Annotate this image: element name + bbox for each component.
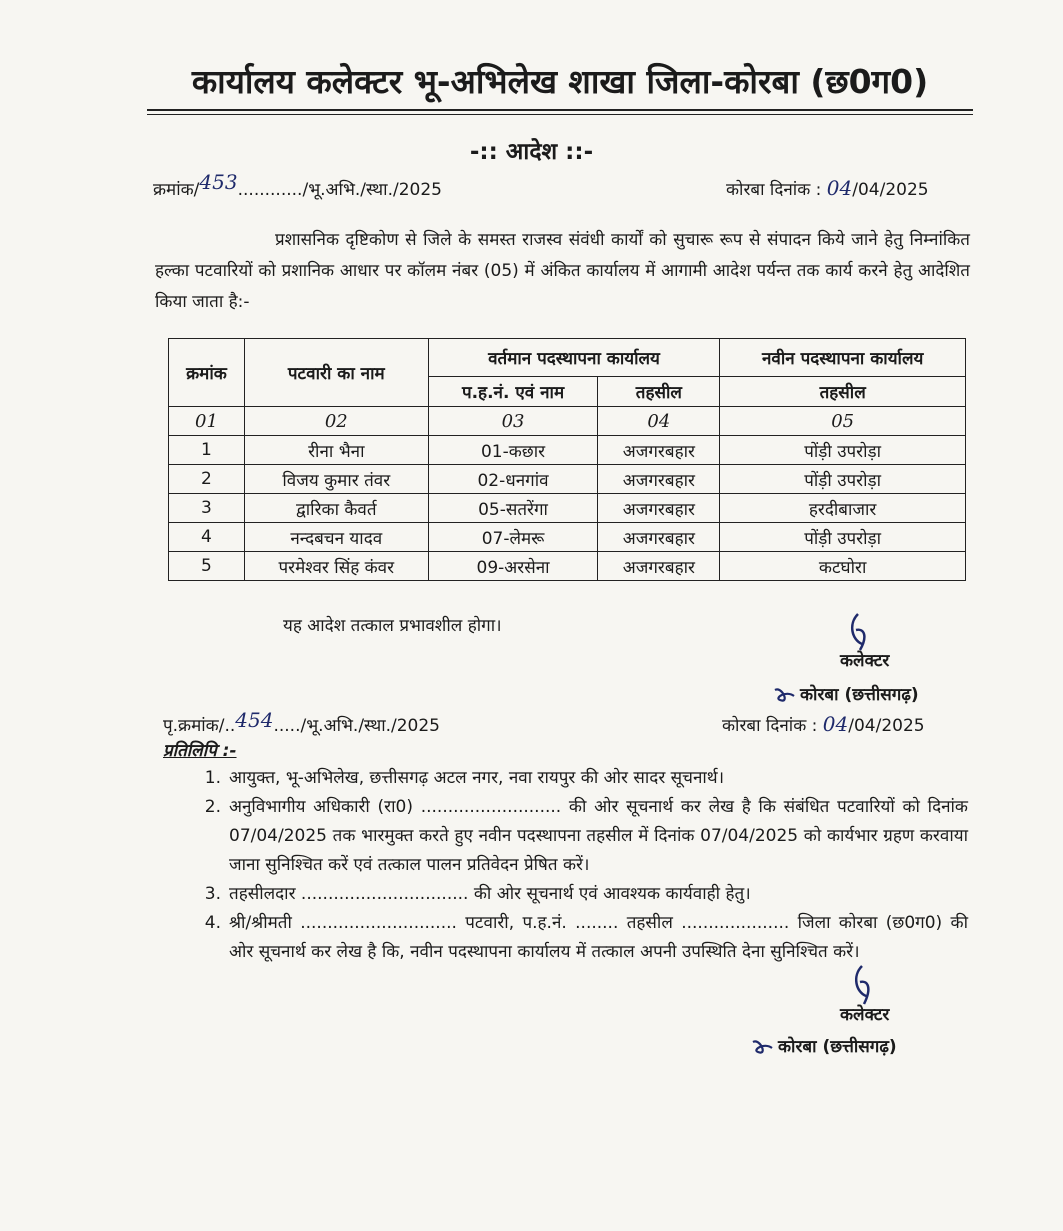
list-item: 3. तहसीलदार ............................... की ओर सूचनार्थ एवं आवश्यक कार्यवाही हेतु। (204, 884, 751, 904)
header-tahsil-new: तहसील (720, 377, 966, 407)
table-row: 3 द्वारिका कैवर्त 05-सतरेंगा अजगरबहार हरदीबाजार (169, 494, 966, 523)
copy-label: प्रतिलिपि :- (163, 741, 237, 761)
copy-list (163, 764, 968, 967)
order-heading: -:: आदेश ::- (469, 139, 594, 165)
header-ph-number: प.ह.नं. एवं नाम (428, 377, 598, 407)
header-patwari-name: पटवारी का नाम (244, 339, 428, 407)
endorsement-date-handwritten: 04 (822, 712, 849, 736)
initial-mark (772, 684, 798, 706)
transfer-table (168, 338, 966, 581)
collector-location: कोरबा (छत्तीसगढ़) (778, 1037, 897, 1057)
order-date-handwritten: 04 (826, 176, 853, 200)
table-row: 4 नन्दबचन यादव 07-लेमरू अजगरबहार पोंड़ी उपरोड़ा (169, 523, 966, 552)
order-paragraph: प्रशासनिक दृष्टिकोण से जिले के समस्त राजस्व संवंधी कार्यों को सुचारू रूप से संपादन किये जाने हेतु निम्नांकित हल्का पटवारियों को प्रशानिक आधार पर कॉलम नंबर (05) में अंकित कार्यालय में आगामी आदेश पर्यन्त तक कार्य करने हेतु आदेशित किया जाता है:- (155, 230, 970, 312)
initial-mark (750, 1036, 776, 1058)
collector-designation: कलेक्टर (840, 1005, 890, 1025)
column-number-row: 01 02 03 04 05 (169, 407, 966, 436)
effective-note: यह आदेश तत्काल प्रभावशील होगा। (283, 616, 502, 636)
endorsement-number: पृ.क्रमांक/..454...../भू.अभि./स्था./2025 (163, 708, 440, 736)
order-number: क्रमांक/453............/भू.अभि./स्था./2025 (153, 170, 442, 200)
endorsement-number-handwritten: 454 (235, 708, 274, 732)
endorsement-date: कोरबा दिनांक : 04/04/2025 (722, 712, 925, 736)
header-new-office: नवीन पदस्थापना कार्यालय (720, 339, 966, 377)
header-current-office: वर्तमान पदस्थापना कार्यालय (428, 339, 720, 377)
list-item: 1. आयुक्त, भू-अभिलेख, छत्तीसगढ़ अटल नगर, नवा रायपुर की ओर सादर सूचनार्थ। (204, 768, 725, 788)
header-kramank: क्रमांक (169, 339, 245, 407)
title-underline-thin (147, 114, 973, 115)
order-number-handwritten: 453 (199, 170, 238, 194)
table-row: 1 रीना भैना 01-कछार अजगरबहार पोंड़ी उपरोड़ा (169, 436, 966, 465)
office-title: कार्यालय कलेक्टर भू-अभिलेख शाखा जिला-कोरबा (छ0ग0) (191, 62, 929, 101)
title-underline (147, 109, 973, 111)
collector-designation: कलेक्टर (840, 651, 890, 671)
header-tahsil-current: तहसील (598, 377, 720, 407)
list-item: 2. अनुविभागीय अधिकारी (रा0) .......................... की ओर सूचनार्थ कर लेख है कि संबंधित पटवारियों को दिनांक 07/04/2025 तक भारमुक्त करते हुए नवीन पदस्थापना तहसील में दिनांक 07/04/2025 को कार्यभार ग्रहण करवाया जाना सुनिश्चित करें एवं तत्काल पालन प्रतिवेदन प्रेषित करें। (204, 797, 968, 875)
list-item: 4. श्री/श्रीमती ............................. पटवारी, प.ह.नं. ........ तहसील .................... जिला कोरबा (छ0ग0) की ओर सूचनार्थ कर लेख है कि, नवीन पदस्थापना कार्यालय में तत्काल अपनी उपस्थिति देना सुनिश्चित करें। (204, 913, 968, 962)
order-date: कोरबा दिनांक : 04/04/2025 (726, 176, 929, 200)
table-row: 2 विजय कुमार तंवर 02-धनगांव अजगरबहार पोंड़ी उपरोड़ा (169, 465, 966, 494)
collector-location: कोरबा (छत्तीसगढ़) (800, 685, 919, 705)
table-row: 5 परमेश्वर सिंह कंवर 09-अरसेना अजगरबहार कटघोरा (169, 552, 966, 581)
